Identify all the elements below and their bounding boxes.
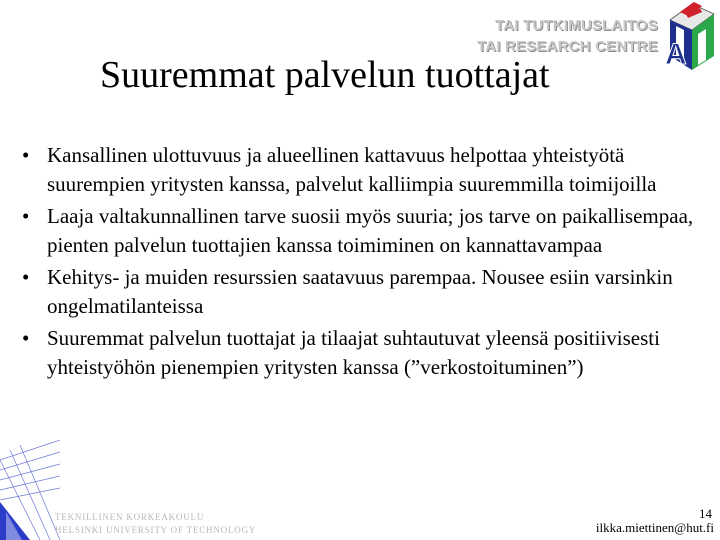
bullet-item xyxy=(22,202,712,259)
tai-logo-icon xyxy=(662,0,720,72)
footer-university-en: HELSINKI UNIVERSITY OF TECHNOLOGY xyxy=(55,525,257,535)
svg-text:A: A xyxy=(665,38,687,71)
bullet-list xyxy=(22,141,712,385)
org-name-finnish: TAI TUTKIMUSLAITOS xyxy=(494,17,658,34)
bullet-dot: • xyxy=(22,204,30,228)
author-email: ilkka.miettinen@hut.fi xyxy=(595,520,714,535)
bullet-item xyxy=(22,324,712,381)
bullet-item xyxy=(22,141,712,198)
bullet-text: Laaja valtakunnallinen tarve suosii myös suuria; jos tarve on paikallisempaa, pienten palvelun tuottajien kanssa toimiminen on kannattavampaa xyxy=(47,204,694,257)
bullet-dot: • xyxy=(22,265,30,289)
footer-university-fi: TEKNILLINEN KORKEAKOULU xyxy=(55,512,205,522)
slide-title: Suuremmat palvelun tuottajat xyxy=(100,54,550,96)
bullet-text: Kansallinen ulottuvuus ja alueellinen kattavuus helpottaa yhteistyötä suurempien yritysten kanssa, palvelut kalliimpia suuremmilla toimijoilla xyxy=(47,143,657,196)
bullet-dot: • xyxy=(22,143,30,167)
bullet-dot: • xyxy=(22,326,30,350)
bullet-text: Suuremmat palvelun tuottajat ja tilaajat suhtautuvat yleensä positiivisesti yhteistyöhön pienempien yritysten kanssa (”verkostoituminen”) xyxy=(47,326,660,379)
bullet-text: Kehitys- ja muiden resurssien saatavuus parempaa. Nousee esiin varsinkin ongelmatilanteissa xyxy=(47,265,673,318)
org-name-english: TAI RESEARCH CENTRE xyxy=(476,38,658,55)
bullet-item xyxy=(22,263,712,320)
footer-university xyxy=(55,511,256,537)
corner-decoration-icon xyxy=(0,440,60,540)
page-number: 14 xyxy=(699,506,712,521)
